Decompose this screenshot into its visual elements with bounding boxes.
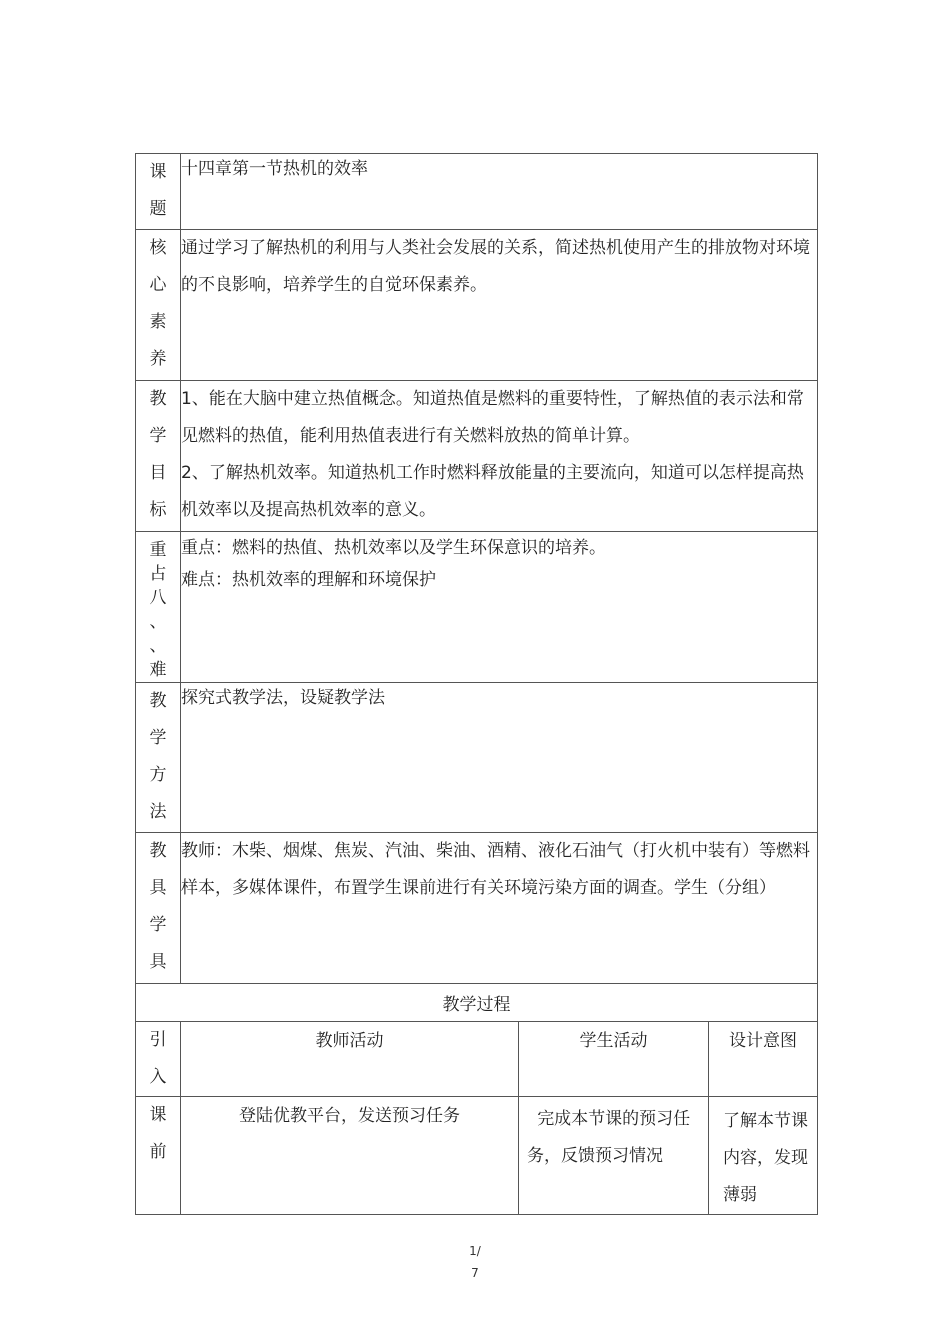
label-intro: 引 入 [136,1022,181,1097]
label-teaching-aids: 教 具 学 具 [136,833,181,984]
core-literacy-content: 通过学习了解热机的利用与人类社会发展的关系，简述热机使用产生的排放物对环境的不良影响，培养学生的自觉环保素养。 [181,230,818,381]
topic-content: 十四章第一节热机的效率 [181,154,818,230]
label-pre-class: 课 前 [136,1097,181,1215]
header-student-activity: 学生活动 [519,1022,709,1097]
row-objectives [136,381,818,532]
row-topic [136,154,818,230]
row-core-literacy [136,230,818,381]
header-teacher-activity: 教师活动 [181,1022,519,1097]
row-key-difficult [136,532,818,683]
label-methods: 教 学 方 法 [136,683,181,833]
label-objectives: 教 学 目 标 [136,381,181,532]
row-methods [136,683,818,833]
methods-content: 探究式教学法，设疑教学法 [181,683,818,833]
row-teaching-aids [136,833,818,984]
label-key-difficult: 重 占 八 、 、 难 [136,532,181,683]
label-topic: 课 题 [136,154,181,230]
row-pre-class [136,1097,818,1215]
pre-class-student: 完成本节课的预习任务，反馈预习情况 [519,1097,709,1215]
row-process-title [136,984,818,1022]
row-process-header [136,1022,818,1097]
label-core-literacy: 核 心 素 养 [136,230,181,381]
page-number: 1/ 7 [469,1244,481,1280]
objectives-content: 1、能在大脑中建立热值概念。知道热值是燃料的重要特性，了解热值的表示法和常见燃料的热值，能利用热值表进行有关燃料放热的简单计算。 2、了解热机效率。知道热机工作时燃料释放能量的主要流向，知道可以怎样提高热机效率以及提高热机效率的意义。 [181,381,818,532]
pre-class-teacher: 登陆优教平台，发送预习任务 [181,1097,519,1215]
header-design-intent: 设计意图 [709,1022,818,1097]
lesson-plan-table [135,153,818,1215]
process-title: 教学过程 [136,984,818,1022]
teaching-aids-content: 教师：木柴、烟煤、焦炭、汽油、柴油、酒精、液化石油气（打火机中装有）等燃料样本，多媒体课件，布置学生课前进行有关环境污染方面的调查。学生（分组） [181,833,818,984]
pre-class-design: 了解本节课内容，发现薄弱 [709,1097,818,1215]
key-difficult-content: 重点：燃料的热值、热机效率以及学生环保意识的培养。 难点：热机效率的理解和环境保护 [181,532,818,683]
